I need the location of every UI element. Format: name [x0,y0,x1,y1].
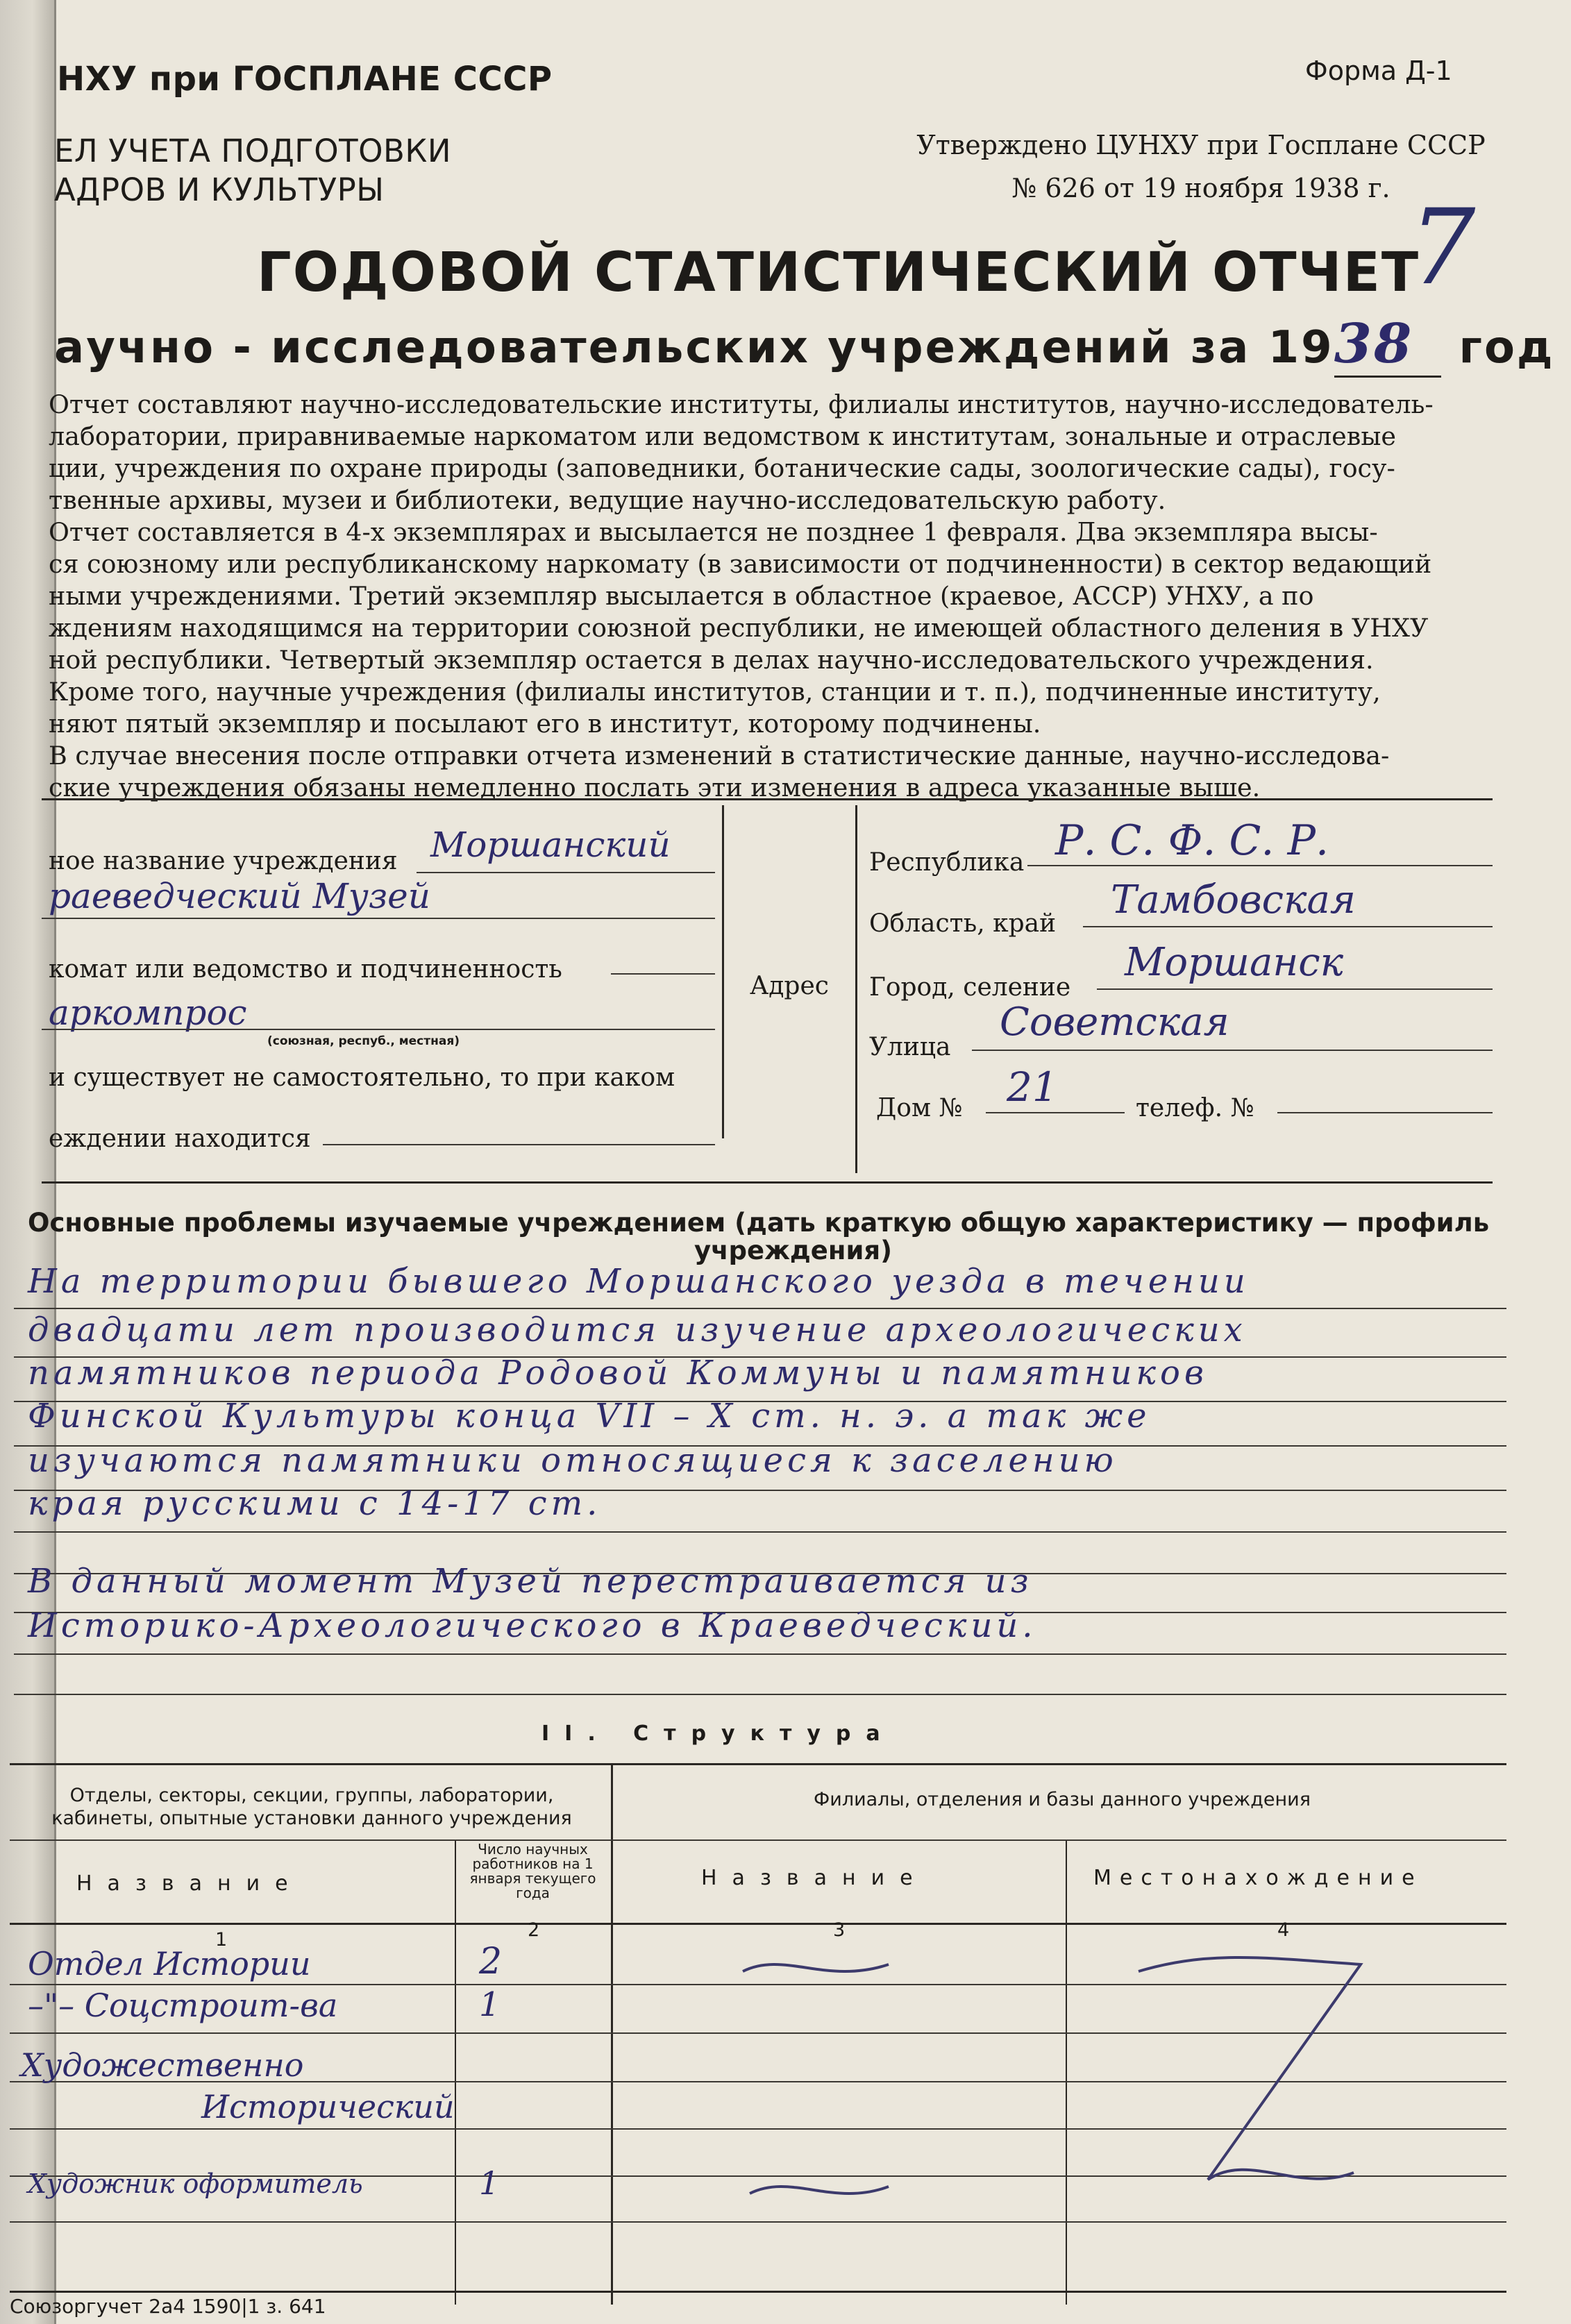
region-value[interactable]: Тамбовская [1111,877,1356,923]
problems-line: края русскими с 14-17 ст. [28,1484,602,1523]
republic-label: Республика [869,848,1025,877]
col-number-1: 1 [215,1929,228,1951]
instruction-line: Отчет составляется в 4-х экземплярах и высылается не позднее 1 февраля. Два экземпляра высы- [49,517,1378,547]
instruction-line: ции, учреждения по охране природы (заповедники, ботанические сады, зоологические сады), госу- [49,453,1395,483]
field-line [417,872,715,873]
field-line [972,1050,1493,1051]
problems-line: двадцати лет производится изучение археологических [28,1311,1247,1349]
field-line [611,973,715,975]
structure-title: II. Структура [541,1721,896,1746]
field-line [42,918,715,919]
printer-imprint: Союзоргучет 2а4 1590|1 з. 641 [10,2295,326,2318]
institution-name-value-2[interactable]: раеведческий Музей [49,876,430,916]
table-col-divider [1066,1839,1067,2305]
problems-line: изучаются памятники относящиеся к заселению [28,1441,1118,1480]
field-line [986,1112,1125,1113]
instruction-line: Кроме того, научные учреждения (филиалы институтов, станции и т. п.), подчиненные институту, [49,677,1381,707]
table-header-divider [10,1839,1506,1841]
table-row-workers: 2 [479,1941,503,1982]
divider [42,798,1493,800]
field-line [1027,865,1493,866]
structure-right-header: Филиалы, отделения и базы данного учреждения [814,1789,1311,1810]
table-row-name: Отдел Истории [28,1945,311,1982]
empty-column-strike-mark [1125,1944,1416,2235]
instruction-line: ной республики. Четвертый экземпляр остается в делах научно-исследовательского учреждения. [49,645,1374,675]
empty-column-dash-marks [729,1944,909,2235]
field-line [1097,988,1493,990]
parent-label-1: и существует не самостоятельно, то при каком [49,1063,675,1092]
structure-left-header: Отделы, секторы, секции, группы, лаборатории, кабинеты, опытные установки данного учреждения [51,1785,572,1829]
city-value[interactable]: Моршанск [1125,940,1344,985]
col-number-4: 4 [1277,1919,1290,1941]
col-number-2: 2 [528,1919,540,1941]
instruction-line: няют пятый экземпляр и посылают его в институт, которому подчинены. [49,709,1041,739]
instructions-block [49,389,1493,804]
field-line [1277,1112,1493,1113]
corner-handwritten-mark: 7 [1409,187,1476,308]
ministry-value[interactable]: аркомпрос [49,993,247,1033]
table-row-name: –"– Соцстроит-ва [28,1987,338,2024]
table-row-name: Художественно [21,2046,304,2084]
box-divider [722,805,724,1138]
report-title: ГОДОВОЙ СТАТИСТИЧЕСКИЙ ОТЧЕТ [257,242,1420,304]
ministry-label: комат или ведомство и подчиненность [49,955,562,984]
city-label: Город, селение [869,973,1071,1002]
col-number-3: 3 [833,1919,846,1941]
table-bottom-border [10,2291,1506,2293]
instruction-line: ся союзному или республиканскому наркомату (в зависимости от подчиненности) в сектор ведающий [49,549,1432,579]
instruction-line: твенные архивы, музеи и библиотеки, ведущие научно-исследовательскую работу. [49,485,1166,515]
field-line [42,1029,715,1030]
instruction-line: лаборатории, приравниваемые наркоматом или ведомством к институтам, зональные и отраслевые [49,421,1396,451]
ruled-line [14,1308,1506,1309]
approval-line-2: № 626 от 19 ноября 1938 г. [1011,173,1391,203]
org-line-3: АДРОВ И КУЛЬТУРЫ [54,171,385,208]
org-name [57,60,553,99]
problems-heading-cont: учреждения) [694,1236,893,1265]
problems-line: На территории бывшего Моршанского уезда в течении [28,1262,1250,1301]
divider [42,1181,1493,1184]
republic-value[interactable]: Р. С. Ф. С. Р. [1055,816,1329,865]
instruction-line: ские учреждения обязаны немедленно послать эти изменения в адреса указанные выше. [49,773,1261,802]
department-name [54,132,451,210]
instruction-line: Отчет составляют научно-исследовательские институты, филиалы институтов, научно-исследователь- [49,389,1434,419]
address-label: Адрес [750,972,829,1000]
field-line [323,1144,715,1145]
problems-heading: Основные проблемы изучаемые учреждением (дать краткую общую характеристику — профиль [28,1208,1490,1238]
instruction-line: ждениям находящимся на территории союзной республики, не имеющей областного деления в УНХУ [49,613,1429,643]
col-name-header: Название [76,1871,303,1896]
house-value[interactable]: 21 [1007,1063,1058,1111]
street-label: Улица [869,1033,951,1061]
ministry-note: (союзная, респуб., местная) [267,1034,460,1048]
problems-line: В данный момент Музей перестраивается из [28,1562,1033,1601]
table-row-workers: 1 [479,1985,501,2024]
col-workers-header: Число научных работников на 1 января текущего года [469,1841,596,1901]
ruled-line [14,1531,1506,1533]
table-row-name: Исторический [201,2088,455,2125]
ruled-line [14,1694,1506,1695]
instruction-line: ными учреждениями. Третий экземпляр высылается в областное (краевое, АССР) УНХУ, а по [49,581,1314,611]
table-col-divider [611,1763,613,2305]
table-col-divider [455,1839,456,2305]
col-location-header: Местонахождение [1093,1866,1423,1890]
region-label: Область, край [869,909,1057,938]
field-line [1083,926,1493,927]
org-line-2: ЕЛ УЧЕТА ПОДГОТОВКИ [54,133,452,169]
year-handwritten: 38 [1334,312,1442,378]
table-row-name: Художник оформитель [28,2169,363,2199]
box-divider [855,805,857,1173]
phone-label: телеф. № [1136,1094,1254,1122]
org-line-1: НХУ при ГОСПЛАНЕ СССР [57,60,553,99]
subtitle-suffix: год [1459,322,1555,373]
institution-name-value[interactable]: Моршанский [430,825,671,865]
problems-line: памятников периода Родовой Коммуны и памятников [28,1354,1208,1392]
problems-line: Историко-Археологического в Краеведческий. [28,1606,1037,1645]
problems-line: Финской Культуры конца VII – X ст. н. э. а так же [28,1397,1151,1435]
form-label: Форма Д-1 [1305,56,1452,86]
subtitle-prefix: аучно - исследовательских учреждений за 19 [54,322,1334,373]
report-subtitle [54,312,1555,376]
instruction-line: В случае внесения после отправки отчета изменений в статистические данные, научно-исследова- [49,741,1390,771]
table-top-border [10,1763,1506,1765]
col-branch-name-header: Название [701,1866,928,1890]
institution-name-label: ное название учреждения [49,847,398,875]
house-label: Дом № [876,1094,963,1122]
parent-label-2: еждении находится [49,1125,311,1153]
approval-line-1: Утверждено ЦУНХУ при Госплане СССР [916,130,1486,160]
ruled-line [14,1653,1506,1655]
table-row-workers: 1 [479,2164,500,2202]
street-value[interactable]: Советская [1000,1000,1229,1045]
